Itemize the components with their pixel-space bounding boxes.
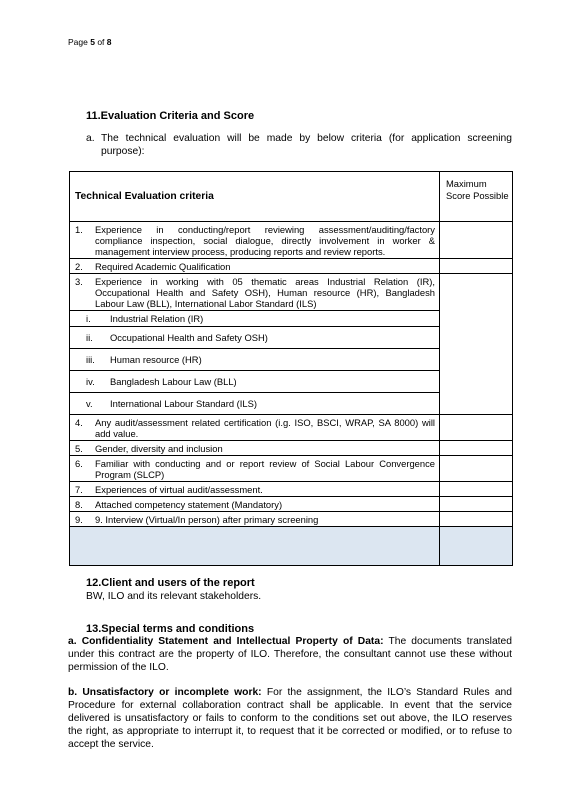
row-text: Experiences of virtual audit/assessment. [95,484,263,495]
score-cell [440,456,513,482]
section-13-title: 13.Special terms and conditions [86,623,255,635]
table-row [70,441,513,456]
intro-text: The technical evaluation will be made by below criteria (for application screening purpose): [101,133,512,157]
table-row [70,259,513,274]
column-header-criteria: Technical Evaluation criteria [70,172,440,222]
table-row [70,456,513,482]
row-text: Gender, diversity and inclusion [95,443,223,454]
intro-label: a. [86,133,95,144]
intro-paragraph [86,132,512,158]
row-text: Occupational Health and Safety OSH) [110,332,268,343]
table-row [70,482,513,497]
row-number: iv. [86,376,95,387]
row-text: 9. Interview (Virtual/In person) after primary screening [95,514,319,525]
section-12-body: BW, ILO and its relevant stakeholders. [86,591,262,602]
table-blank-row [70,527,513,566]
score-cell [440,415,513,441]
score-cell [440,274,513,415]
row-text: Experience in conducting/report reviewing assessment/auditing/factory compliance inspection, social dialogue, directly involvement in worker & management interview process, producing reports and review reports. [95,224,435,257]
row-number: 3. [75,276,83,287]
unsatisfactory-work-heading: b. Unsatisfactory or incomplete work: [68,687,262,698]
section-12-title: 12.Client and users of the report [86,577,255,589]
row-text: Required Academic Qualification [95,261,231,272]
table-row [70,512,513,527]
row-number: 4. [75,417,83,428]
row-number: ii. [86,332,93,343]
section-11-title: 11.Evaluation Criteria and Score [86,110,255,122]
score-cell [440,441,513,456]
unsatisfactory-work-text: For the assignment, the ILO’s Standard Rules and Procedure for external collaboration contract shall be applicable. In event that the service delivered is unsatisfactory or fails to conform to the conditions set out above, the ILO reserves the right, as appropriate to interrupt it, to request that it be corrected or modified, or to refuse to accept the service. [68,687,512,750]
score-cell [440,259,513,274]
row-text: International Labour Standard (ILS) [110,398,257,409]
table-row [70,222,513,259]
table-row [70,274,513,311]
table-row [70,415,513,441]
score-cell [440,497,513,512]
column-header-score: Maximum Score Possible [440,172,513,222]
confidentiality-heading: a. Confidentiality Statement and Intellectual Property of Data: [68,636,384,647]
table-header-row [70,172,513,222]
page-number: Page 5 of 8 [68,37,112,47]
row-text: Experience in working with 05 thematic areas Industrial Relation (IR), Occupational Health and Safety OSH), Human resource (HR), Bangladesh Labour Law (BLL), International Labor Standard (ILS) [95,276,435,309]
row-number: 2. [75,261,83,272]
row-number: 6. [75,458,83,469]
row-number: 7. [75,484,83,495]
blank-cell [70,527,440,566]
blank-cell [440,527,513,566]
row-text: Attached competency statement (Mandatory) [95,499,283,510]
unsatisfactory-work-paragraph [68,686,512,751]
row-text: Industrial Relation (IR) [110,313,204,324]
row-text: Bangladesh Labour Law (BLL) [110,376,237,387]
row-text: Familiar with conducting and or report review of Social Labour Convergence Program (SLCP) [95,458,435,480]
row-text: Human resource (HR) [110,354,202,365]
row-number: i. [86,313,91,324]
table-row [70,497,513,512]
row-number: 1. [75,224,83,235]
row-number: iii. [86,354,95,365]
score-cell [440,512,513,527]
score-cell [440,222,513,259]
row-number: v. [86,398,93,409]
row-number: 9. [75,514,83,525]
row-number: 5. [75,443,83,454]
row-text: Any audit/assessment related certification (i.g. ISO, BSCI, WRAP, SA 8000) will add value. [95,417,435,439]
evaluation-criteria-table [69,171,513,566]
confidentiality-paragraph [68,635,512,674]
row-number: 8. [75,499,83,510]
confidentiality-text: The documents translated under this contract are the property of ILO. Therefore, the consultant cannot use these without permission of the ILO. [68,636,512,673]
score-cell [440,482,513,497]
